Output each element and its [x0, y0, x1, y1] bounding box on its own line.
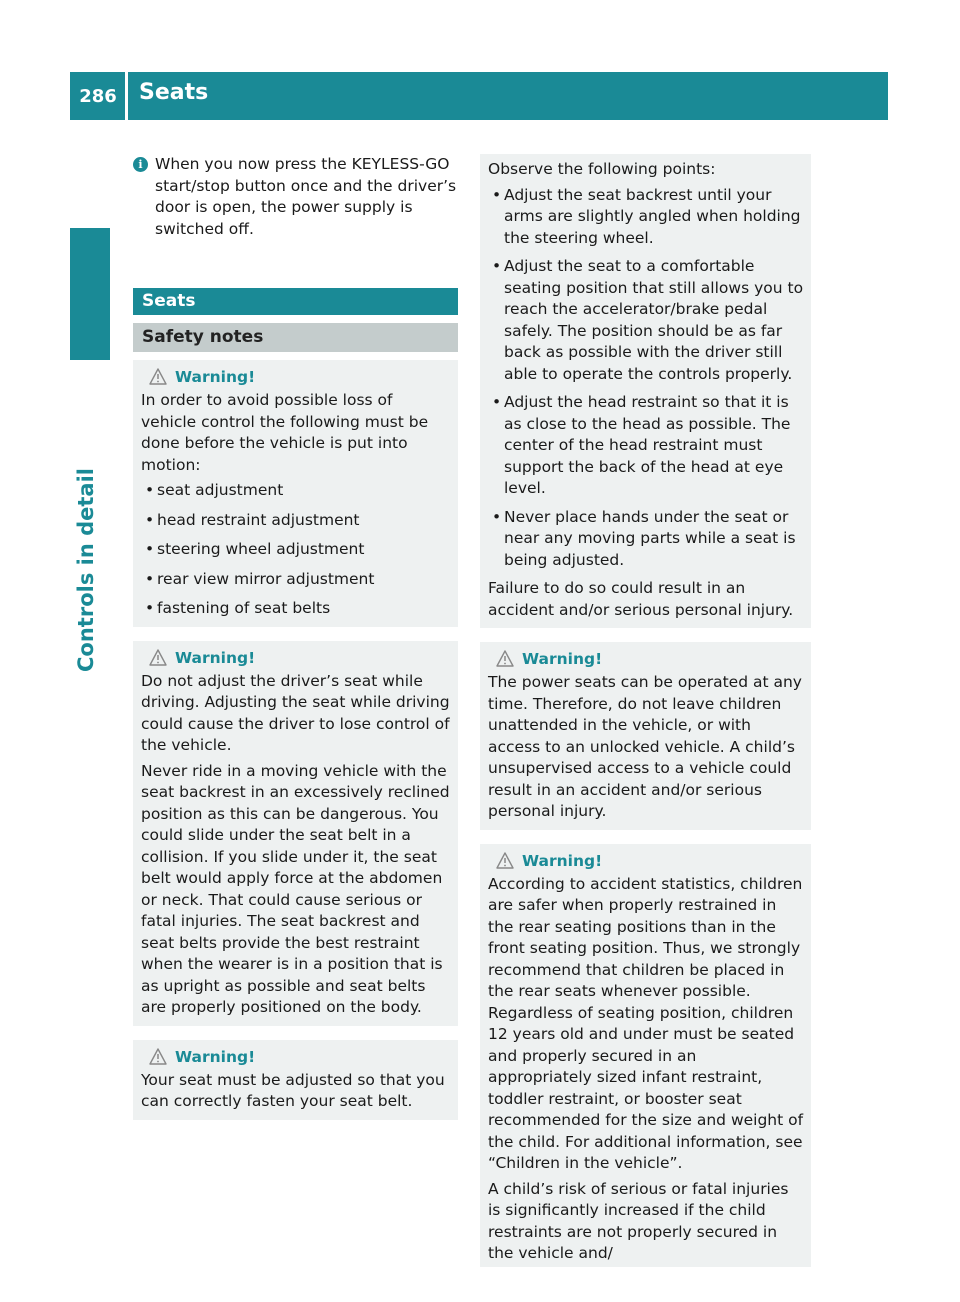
left-column	[133, 154, 458, 1120]
list-item: • seat adjustment	[141, 480, 451, 502]
info-note	[133, 154, 458, 240]
warning-heading	[488, 850, 804, 872]
warning-label: Warning!	[175, 648, 256, 667]
warning-box	[480, 844, 811, 1267]
warning-text: Never ride in a moving vehicle with the seat backrest in an excessively reclined position as this can be dangerous. You could slide under the seat belt in a collision. If you slide under it, the seat belt would apply force at the abdomen or neck. That could cause serious or fatal injuries. The seat backrest and seat belts provide the best restraint when the wearer is in a position that is as upright as possible and seat belts are properly positioned on the body.	[141, 761, 450, 1016]
section-heading: Seats	[133, 288, 458, 315]
warning-text: According to accident statistics, children are safer when properly restrained in the rear seating positions than in the front seating position. Thus, we strongly recommend that children be placed in the rear seats whenever possible. Regardless of seating position, children 12 years old and under must be seated and properly secured in an appropriately sized infant restraint, toddler restraint, or booster seat recommended for the size and weight of the child. For additional information, see “Children in the vehicle”.	[488, 874, 804, 1172]
warning-text: The power seats can be operated at any time. Therefore, do not leave children unattended in the vehicle, or with access to an unlocked vehicle. A child’s unsupervised access to a vehicle could result in an accident and/or serious personal injury.	[488, 673, 802, 820]
warning-triangle-icon	[496, 650, 514, 667]
warning-label: Warning!	[522, 851, 603, 870]
chapter-tab-marker	[70, 228, 110, 360]
list-item: • Adjust the head restraint so that it is as close to the head as possible. The center of the head restraint must support the back of the head at eye level.	[488, 392, 804, 500]
warning-triangle-icon	[149, 1048, 167, 1065]
warning-box	[133, 641, 458, 1026]
observe-intro: Observe the following points:	[488, 160, 716, 178]
warning-heading	[141, 647, 451, 669]
warning-label: Warning!	[175, 1047, 256, 1066]
info-note-text: When you now press the KEYLESS-GO start/stop button once and the driver’s door is open, the power supply is switched off.	[155, 155, 457, 238]
warning-triangle-icon	[149, 649, 167, 666]
page-number: 286	[79, 86, 117, 107]
warning-heading	[488, 648, 804, 670]
observe-list	[488, 185, 804, 572]
observe-outro: Failure to do so could result in an accident and/or serious personal injury.	[488, 579, 794, 619]
list-item: • Adjust the seat backrest until your arms are slightly angled when holding the steering wheel.	[488, 185, 804, 250]
warning-label: Warning!	[522, 650, 603, 668]
page-title: Seats	[139, 80, 209, 105]
list-item: • rear view mirror adjustment	[141, 569, 451, 591]
observe-box	[480, 154, 811, 628]
warning-label: Warning!	[175, 368, 256, 386]
warning-text: In order to avoid possible loss of vehicle control the following must be done before the vehicle is put into motion:	[141, 391, 429, 474]
warning-box	[133, 360, 458, 627]
right-column	[480, 154, 811, 1267]
warning-box	[480, 642, 811, 830]
info-icon: i	[133, 157, 148, 172]
list-item: • fastening of seat belts	[141, 598, 451, 620]
warning-heading	[141, 366, 451, 388]
warning-triangle-icon	[496, 852, 514, 869]
list-item: • head restraint adjustment	[141, 510, 451, 532]
list-item: • Never place hands under the seat or near any moving parts while a seat is being adjusted.	[488, 507, 804, 572]
warning-box	[133, 1040, 458, 1120]
warning-text: Your seat must be adjusted so that you can correctly fasten your seat belt.	[141, 1070, 445, 1110]
warning-heading	[141, 1046, 451, 1068]
warning-triangle-icon	[149, 368, 167, 385]
list-item: • steering wheel adjustment	[141, 539, 451, 561]
warning-text: A child’s risk of serious or fatal injuries is significantly increased if the child restraints are not properly secured in the vehicle and/	[488, 1179, 789, 1262]
warning-list	[141, 480, 451, 620]
list-item: • Adjust the seat to a comfortable seating position that still allows you to reach the accelerator/brake pedal safely. The position should be as far back as possible with the driver still able to operate the controls properly.	[488, 256, 804, 385]
warning-text: Do not adjust the driver’s seat while driving. Adjusting the seat while driving could cause the driver to lose control of the vehicle.	[141, 671, 450, 754]
chapter-tab-label: Controls in detail	[74, 468, 98, 672]
subsection-heading: Safety notes	[133, 323, 458, 352]
